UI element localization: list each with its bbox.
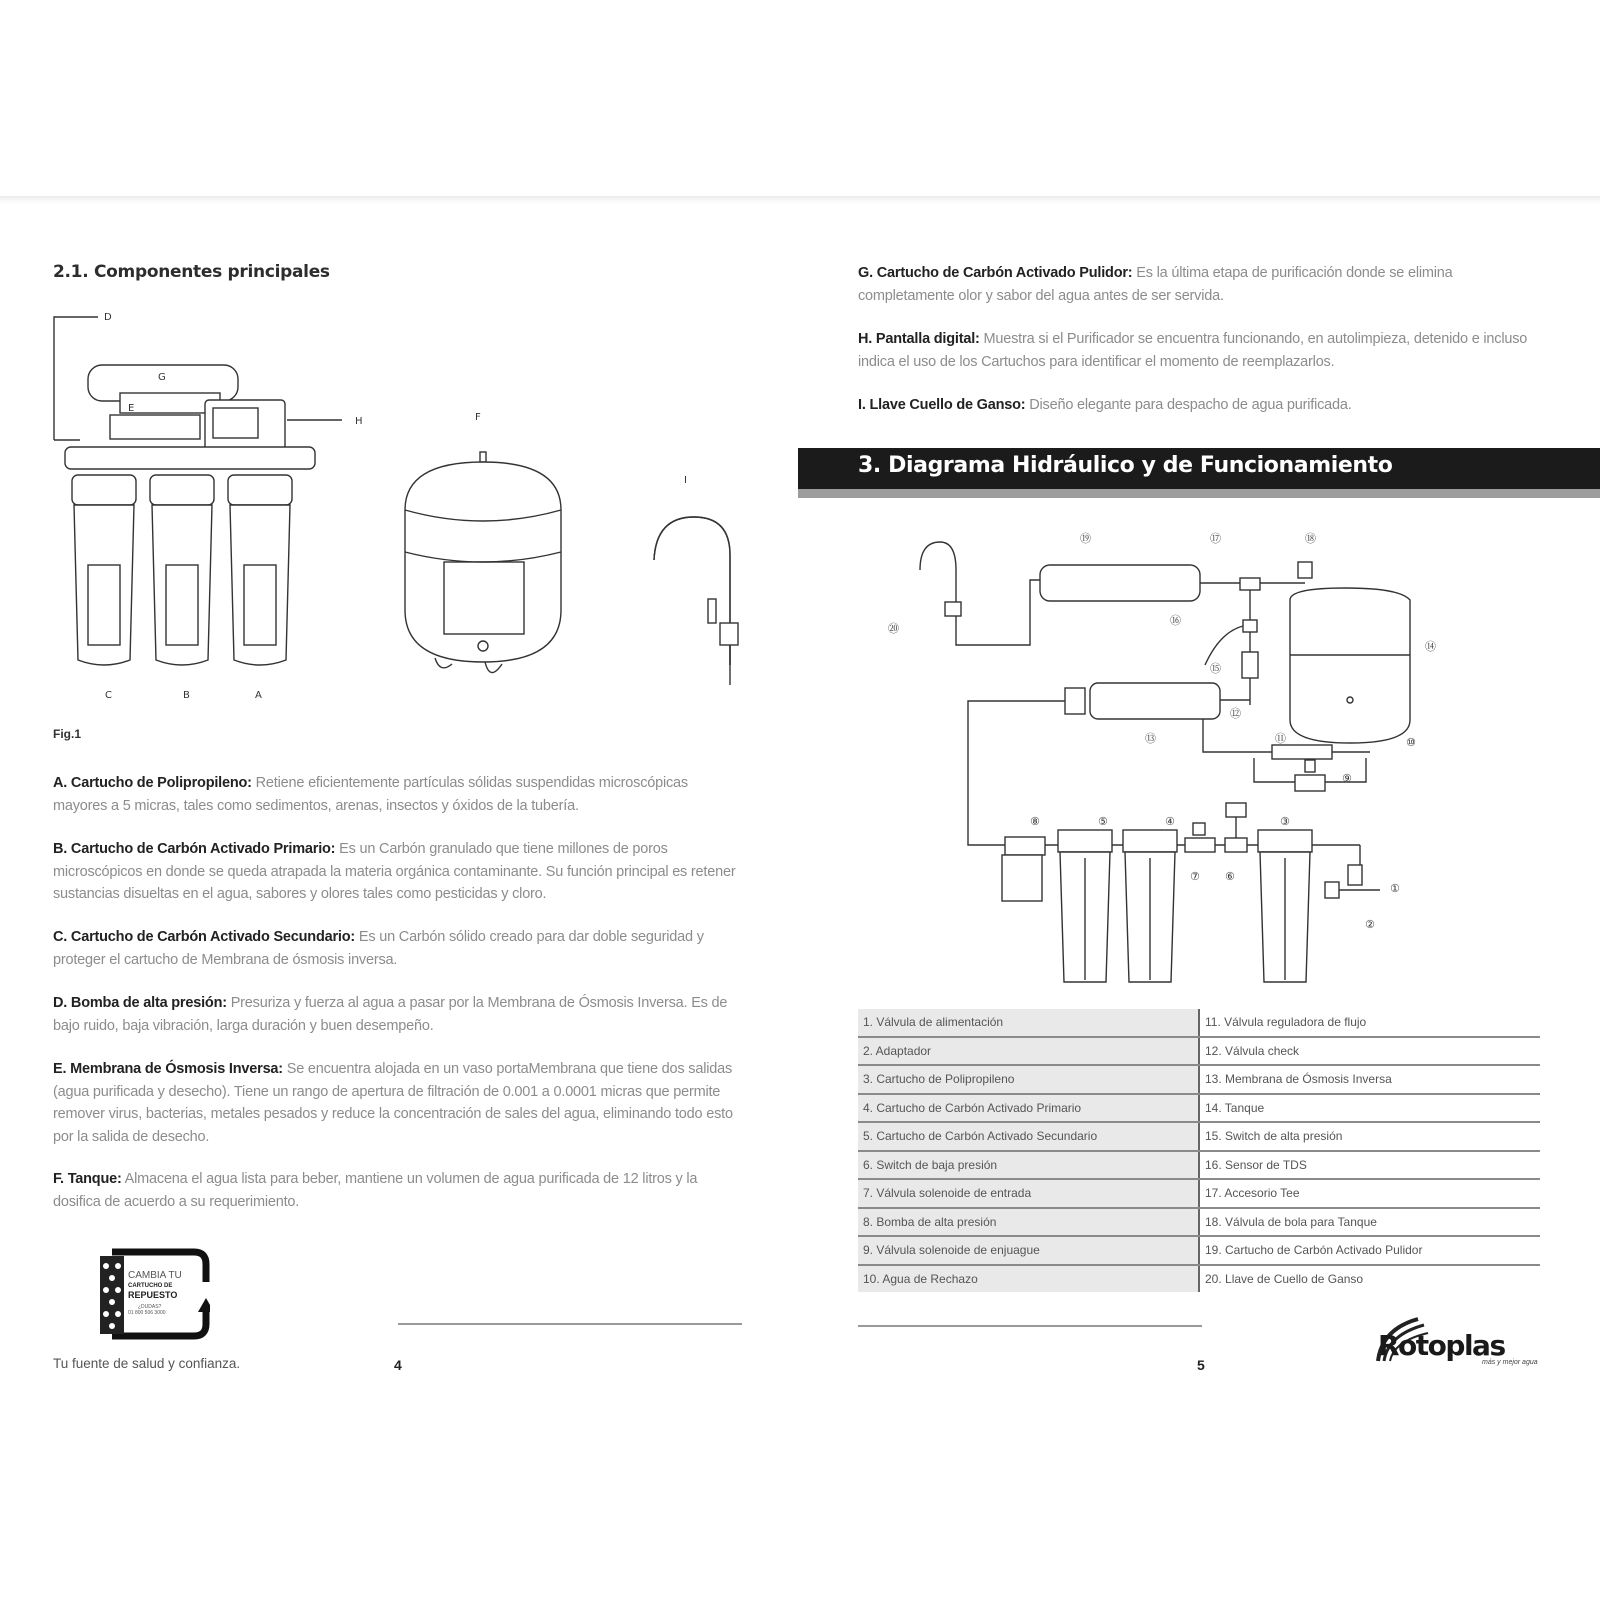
callout-6: ⑥ [1225,870,1235,883]
callout-16: ⑯ [1170,614,1181,627]
table-row: 4. Cartucho de Carbón Activado Primario 14. Tanque [858,1094,1540,1123]
component-d: D. Bomba de alta presión: Presuriza y fuerza al agua a pasar por la Membrana de Ósmosis Inversa. Es de bajo ruido, baja vibración, larga duración y buen desempeño. [53,995,728,1034]
callout-17: ⑰ [1210,532,1221,545]
component-c: C. Cartucho de Carbón Activado Secundario: Es un Carbón sólido creado para dar doble seguridad y proteger el cartucho de Membrana de ósmosis inversa. [53,929,704,968]
label-e: E [128,403,135,414]
callout-18: ⑱ [1305,532,1316,545]
label-g: G [158,372,166,383]
label-b: B [183,690,190,701]
callout-14: ⑭ [1425,640,1436,653]
table-row: 5. Cartucho de Carbón Activado Secundario 15. Switch de alta presión [858,1122,1540,1151]
parts-table [858,1009,1540,1292]
component-e: E. Membrana de Ósmosis Inversa: Se encuentra alojada en un vaso portaMembrana que tiene dos salidas (agua purificada y desecho). Tiene un rango de apertura de filtración de 0.001 a 0.0001 micras que permite remover virus, bacterias, metales pesados y reduce la concentración de sales del agua, eliminando todo esto por la salida de desecho. [53,1061,733,1145]
tank-illustration [400,450,570,690]
section-banner-title: 3. Diagrama Hidráulico y de Funcionamiento [858,453,1393,478]
page-separator [0,196,1600,204]
label-f: F [475,412,481,423]
label-a: A [255,690,262,701]
table-row: 1. Válvula de alimentación 11. Válvula reguladora de flujo [858,1009,1540,1037]
page-number-left: 4 [394,1357,402,1373]
component-h: H. Pantalla digital: Muestra si el Purificador se encuentra funcionando, en autolimpieza, detenido e incluso indica el uso de los Cartuchos para identificar el momento de reemplazarlos. [858,331,1528,370]
label-c: C [105,690,112,701]
table-row: 10. Agua de Rechazo 20. Llave de Cuello de Ganso [858,1265,1540,1293]
table-row: 2. Adaptador 12. Válvula check [858,1037,1540,1066]
component-g: G. Cartucho de Carbón Activado Pulidor: Es la última etapa de purificación donde se elimina completamente olor y sabor del agua antes de ser servida. [858,265,1453,304]
callout-19: ⑲ [1080,532,1091,545]
component-f: F. Tanque: Almacena el agua lista para beber, mantiene un volumen de agua purificada de 12 litros y la dosifica de acuerdo a su requerimiento. [53,1171,698,1210]
top-margin [0,0,1600,196]
component-b: B. Cartucho de Carbón Activado Primario: Es un Carbón granulado que tiene millones de poros microscópicos en donde se queda atrapada la materia orgánica contaminante. Su función principal es retener sustancias disueltas en el agua, sabores y olores tales como pesticidas y cloro. [53,841,736,902]
table-row: 6. Switch de baja presión 16. Sensor de TDS [858,1151,1540,1180]
callout-5: ⑤ [1098,815,1108,828]
purifier-illustration [50,315,380,715]
callout-13: ⑬ [1145,732,1156,745]
table-row: 3. Cartucho de Polipropileno 13. Membrana de Ósmosis Inversa [858,1065,1540,1094]
footer-rule-left [398,1323,742,1325]
component-i: I. Llave Cuello de Ganso: Diseño elegante para despacho de agua purificada. [858,397,1352,413]
callout-3: ③ [1280,815,1290,828]
label-d: D [104,312,112,323]
footer-rule-right [858,1325,1202,1327]
label-i: I [684,475,687,486]
section-title: 2.1. Componentes principales [53,262,330,282]
callout-7: ⑦ [1190,870,1200,883]
callout-9: ⑨ [1342,772,1352,785]
callout-20: ⑳ [888,622,899,635]
callout-11: ⑪ [1275,732,1286,745]
callout-15: ⑮ [1210,662,1221,675]
faucet-illustration [650,515,740,690]
footer-tagline: Tu fuente de salud y confianza. [53,1356,241,1371]
rotoplas-logo: Rotoplas más y mejor agua [1372,1315,1552,1375]
callout-4: ④ [1165,815,1175,828]
table-row: 7. Válvula solenoide de entrada 17. Accesorio Tee [858,1179,1540,1208]
callout-2: ② [1365,918,1375,931]
section-banner-strip [798,489,1600,498]
page-number-right: 5 [1197,1357,1205,1373]
callout-8: ⑧ [1030,815,1040,828]
component-a: A. Cartucho de Polipropileno: Retiene eficientemente partículas sólidas suspendidas microscópicas mayores a 5 micras, tales como sedimentos, arenas, insectos y óxidos de la tubería. [53,775,688,814]
figure-caption: Fig.1 [53,727,82,741]
table-row: 8. Bomba de alta presión 18. Válvula de bola para Tanque [858,1208,1540,1237]
callout-12: ⑫ [1230,707,1241,720]
callout-10: ⑩ [1406,736,1416,749]
hydraulic-diagram [880,520,1440,990]
replace-cartridge-badge: CAMBIA TU CARTUCHO DE REPUESTO ¿DUDAS? 01 800 506 3000 [98,1246,210,1342]
callout-1: ① [1390,882,1400,895]
table-row: 9. Válvula solenoide de enjuague 19. Cartucho de Carbón Activado Pulidor [858,1236,1540,1265]
label-h: H [355,416,363,427]
